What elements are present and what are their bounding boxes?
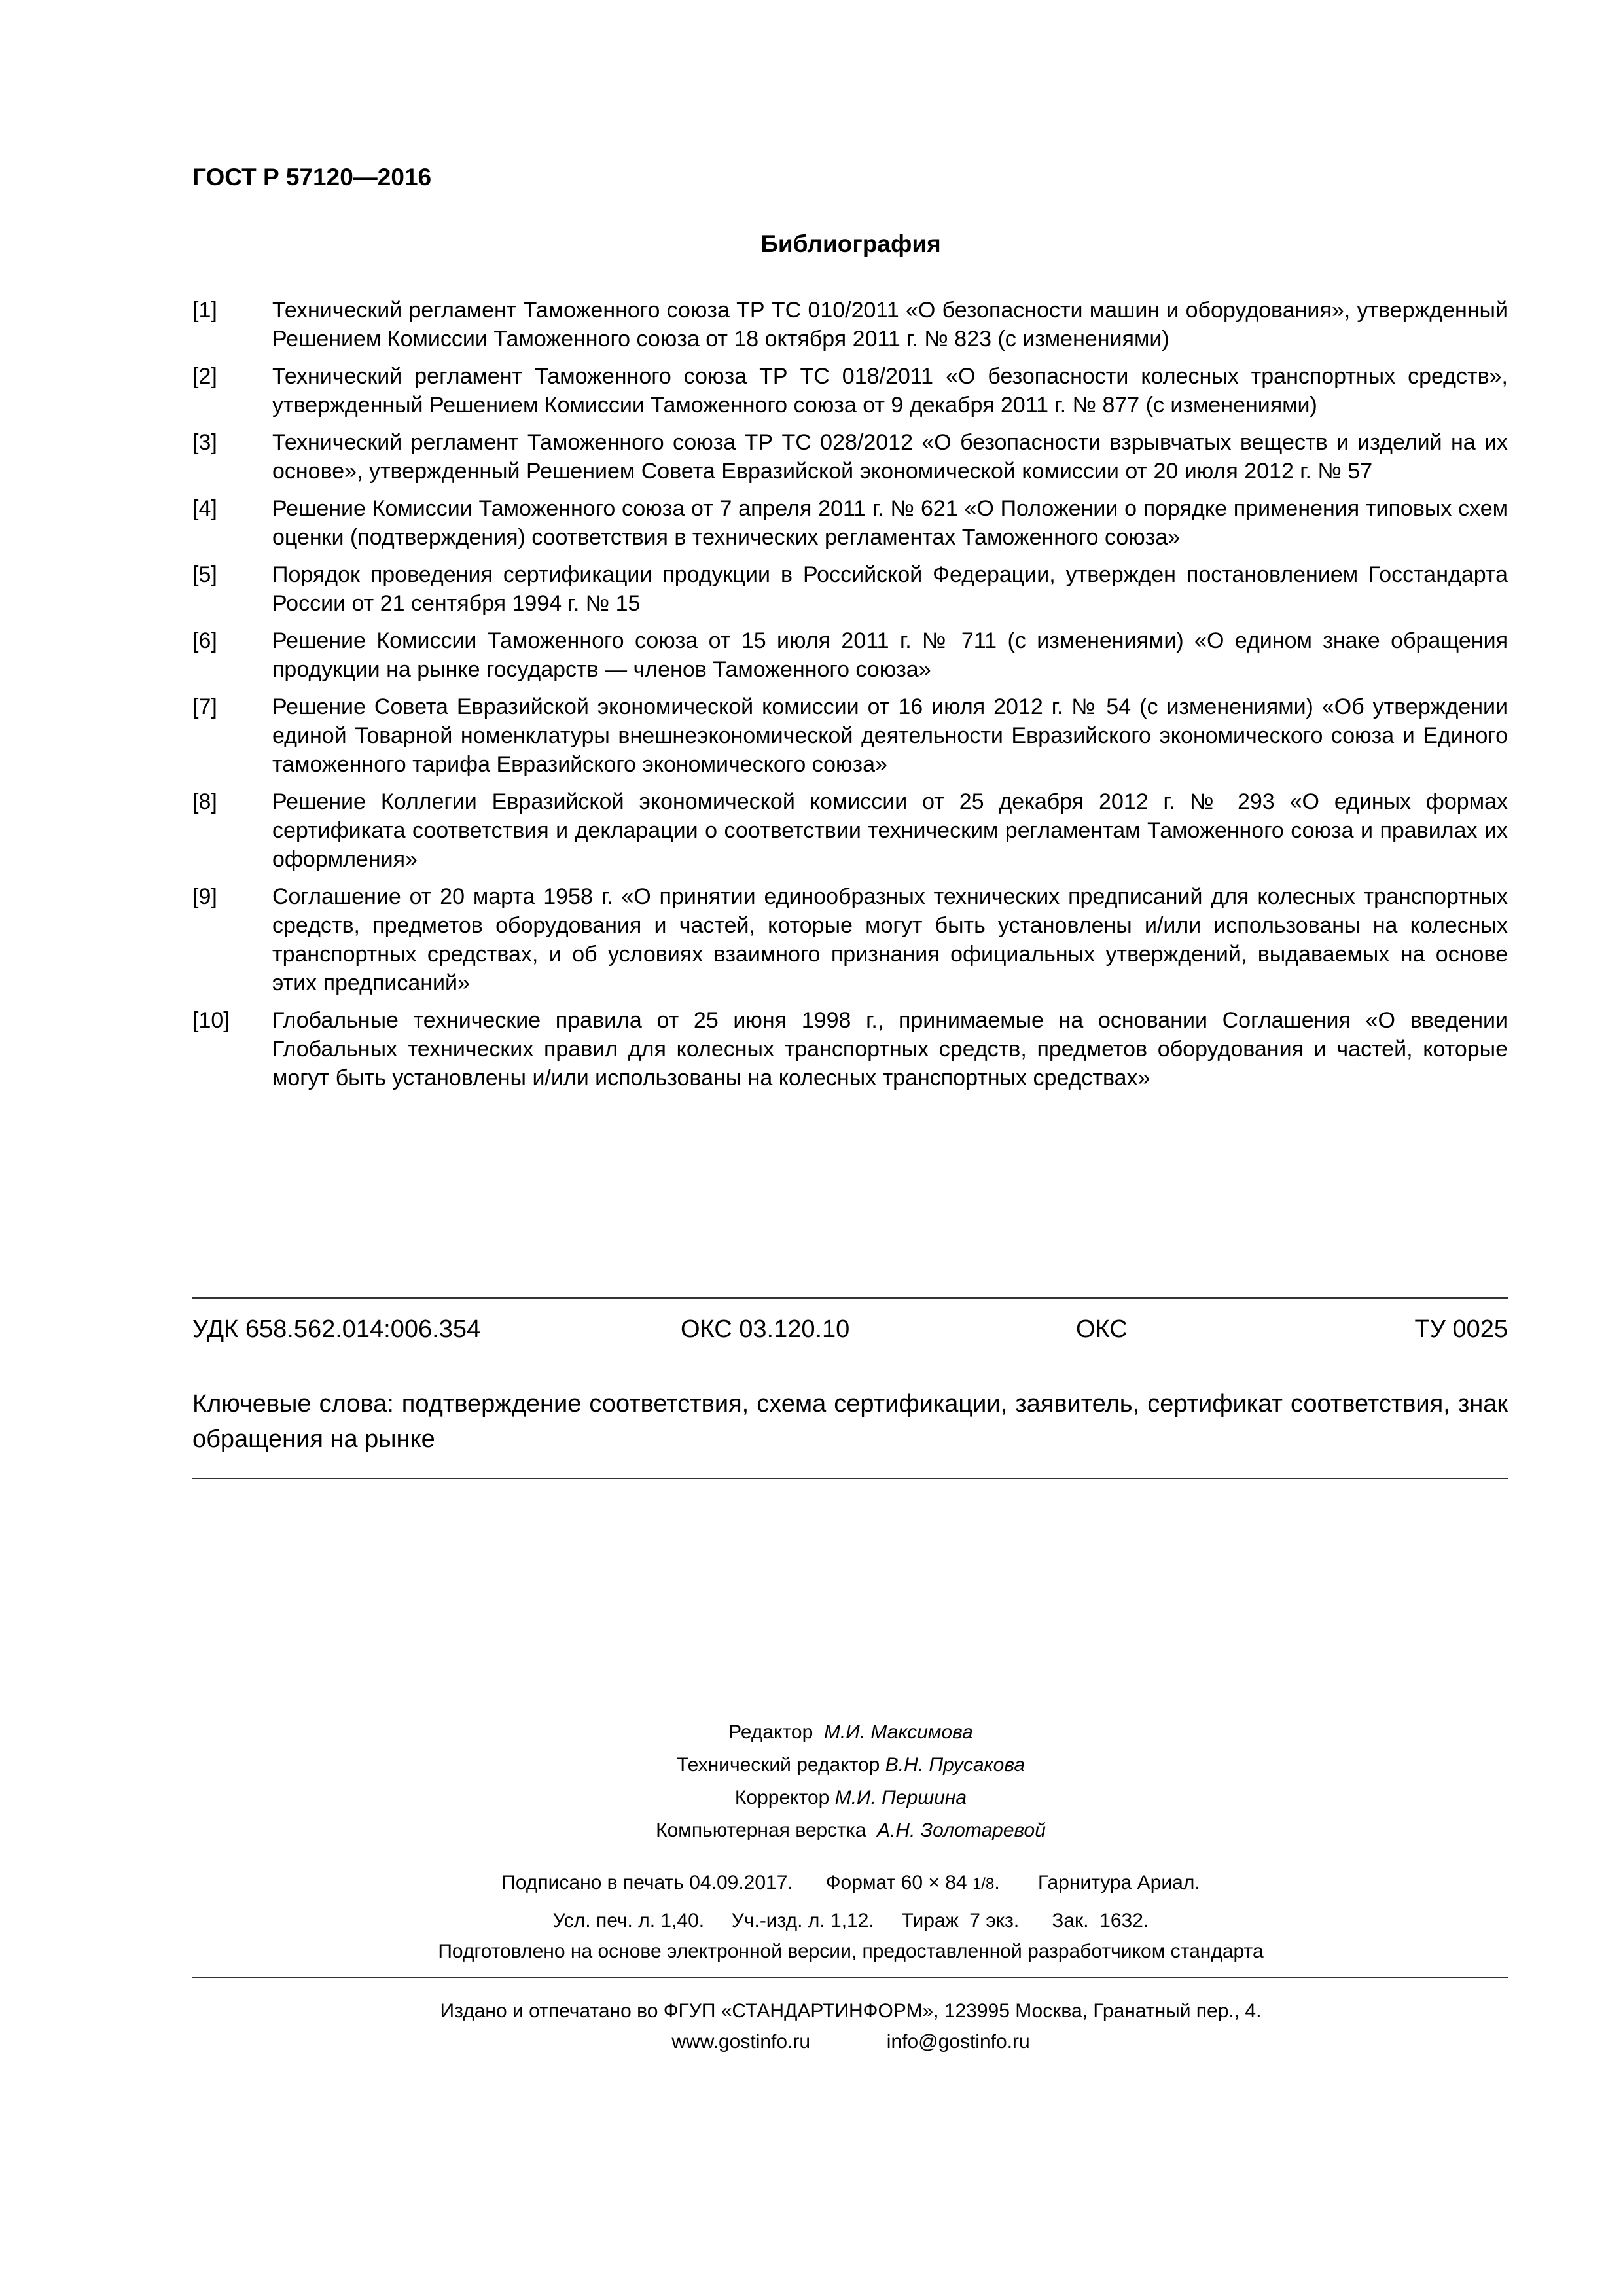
publishing-sheets: Уч.-изд. л. 1,12. [731, 1910, 874, 1931]
divider [192, 1977, 1508, 1978]
bibliography-item-number: [10] [192, 1008, 230, 1033]
bibliography-item [192, 692, 1508, 779]
bibliography-item [192, 362, 1508, 420]
bibliography-item-number: [5] [192, 562, 217, 587]
bibliography-item-text: Глобальные технические правила от 25 июня 1998 г., принимаемые на основании Соглашения «О введении Глобальных технических правил для колесных транспортных средств, предметов оборудования и частей, которые могут быть установлены и/или использованы на колесных транспортных средствах» [272, 1008, 1508, 1090]
website-link[interactable]: www.gostinfo.ru [671, 2031, 811, 2053]
print-sheets: Усл. печ. л. 1,40. [552, 1910, 705, 1931]
credit-label: Редактор [728, 1721, 813, 1743]
credit-editor [0, 1716, 1623, 1749]
bibliography-item-number: [6] [192, 628, 217, 653]
oks-code: ОКС 03.120.10 [681, 1316, 850, 1343]
credit-name: В.Н. Прусакова [885, 1754, 1026, 1776]
bibliography-item-number: [9] [192, 884, 217, 909]
paper-format: Формат 60 × 84 [825, 1872, 967, 1893]
bibliography-item-text: Технический регламент Таможенного союза ТР ТС 010/2011 «О безопасности машин и оборудования», утвержденный Решением Комиссии Таможенного союза от 18 октября 2011 г. № 823 (с изменениями) [272, 298, 1508, 351]
paper-format-fraction: 1/8 [972, 1875, 995, 1893]
credit-label: Технический редактор [676, 1754, 880, 1776]
bibliography-item-number: [8] [192, 789, 217, 814]
udk-code: УДК 658.562.014:006.354 [192, 1316, 481, 1343]
classification-row [192, 1316, 1508, 1348]
prepared-note: Подготовлено на основе электронной версии, предоставленной разработчиком стандарта [438, 1941, 1264, 1962]
order-number: Зак. 1632. [1052, 1910, 1149, 1931]
bibliography-item-number: [1] [192, 298, 217, 323]
print-info-line-2 [0, 1910, 1623, 1932]
credit-name: М.И. Максимова [823, 1721, 973, 1743]
circulation: Тираж 7 экз. [901, 1910, 1020, 1931]
bibliography-item-number: [7] [192, 694, 217, 719]
credit-tech-editor [0, 1749, 1623, 1782]
contacts-line [0, 2031, 1623, 2053]
bibliography-item-number: [4] [192, 496, 217, 521]
bibliography-item [192, 560, 1508, 618]
bibliography-title: Библиография [760, 230, 941, 257]
bibliography-item [192, 296, 1508, 353]
bibliography-item-text: Порядок проведения сертификации продукции в Российской Федерации, утвержден постановлением Госстандарта России от 21 сентября 1994 г. № 15 [272, 562, 1508, 616]
tu-code: ТУ 0025 [1414, 1316, 1508, 1343]
bibliography-item [192, 1006, 1508, 1092]
credit-label: Компьютерная верстка [656, 1820, 866, 1841]
bibliography-item-text: Технический регламент Таможенного союза ТР ТС 028/2012 «О безопасности взрывчатых веществ и изделий на их основе», утвержденный Решением Совета Евразийской экономической комиссии от 20 июля 2012 г. № 57 [272, 430, 1508, 484]
keywords: Ключевые слова: подтверждение соответствия, схема сертификации, заявитель, сертификат соответствия, знак обращения на рынке [192, 1390, 1508, 1453]
bibliography-item [192, 882, 1508, 997]
print-info-line-1: Подписано в печать 04.09.2017. Формат 60 × 84 1/8. Гарнитура Ариал. [501, 1872, 1200, 1893]
bibliography-item [192, 787, 1508, 874]
bibliography-item [192, 428, 1508, 486]
divider [192, 1478, 1508, 1479]
bibliography-item-number: [2] [192, 364, 217, 389]
oks-label: ОКС [1076, 1316, 1128, 1343]
bibliography-item-number: [3] [192, 430, 217, 455]
bibliography-item-text: Технический регламент Таможенного союза ТР ТС 018/2011 «О безопасности колесных транспортных средств», утвержденный Решением Комиссии Таможенного союза от 9 декабря 2011 г. № 877 (с изменениями) [272, 364, 1508, 418]
credit-corrector [0, 1782, 1623, 1814]
divider [192, 1297, 1508, 1299]
bibliography-item-text: Решение Коллегии Евразийской экономической комиссии от 25 декабря 2012 г. № 293 «О единых формах сертификата соответствия и декларации о соответствии техническим регламентам Таможенного союза и правилах их оформления» [272, 789, 1508, 872]
credit-name: А.Н. Золотаревой [877, 1820, 1046, 1841]
email-link[interactable]: info@gostinfo.ru [886, 2031, 1030, 2053]
credit-name: М.И. Першина [834, 1787, 967, 1808]
publisher-line: Издано и отпечатано во ФГУП «СТАНДАРТИНФОРМ», 123995 Москва, Гранатный пер., 4. [440, 2000, 1262, 2022]
bibliography-list [192, 296, 1508, 1101]
bibliography-item [192, 494, 1508, 552]
credit-label: Корректор [734, 1787, 830, 1808]
signed-date: Подписано в печать 04.09.2017. [501, 1872, 793, 1893]
bibliography-item [192, 626, 1508, 684]
credit-layout [0, 1814, 1623, 1847]
bibliography-item-text: Решение Совета Евразийской экономической комиссии от 16 июля 2012 г. № 54 (с изменениями) «Об утверждении единой Товарной номенклатуры внешнеэкономической деятельности Евразийского экономического союза и Единого таможенного тарифа Евразийского экономического союза» [272, 694, 1508, 777]
typeface: Гарнитура Ариал. [1038, 1872, 1200, 1893]
bibliography-item-text: Решение Комиссии Таможенного союза от 15 июля 2011 г. № 711 (с изменениями) «О едином знаке обращения продукции на рынке государств — членов Таможенного союза» [272, 628, 1508, 682]
bibliography-item-text: Решение Комиссии Таможенного союза от 7 апреля 2011 г. № 621 «О Положении о порядке применения типовых схем оценки (подтверждения) соответствия в технических регламентах Таможенного союза» [272, 496, 1508, 550]
document-id: ГОСТ Р 57120—2016 [192, 164, 432, 190]
bibliography-item-text: Соглашение от 20 марта 1958 г. «О принятии единообразных технических предписаний для колесных транспортных средств, предметов оборудования и частей, которые могут быть установлены и/или использованы на колесных транспортных средствах, и об условиях взаимного признания официальных утверждений, выдаваемых на основе этих предписаний» [272, 884, 1508, 996]
credits [0, 1716, 1623, 1847]
